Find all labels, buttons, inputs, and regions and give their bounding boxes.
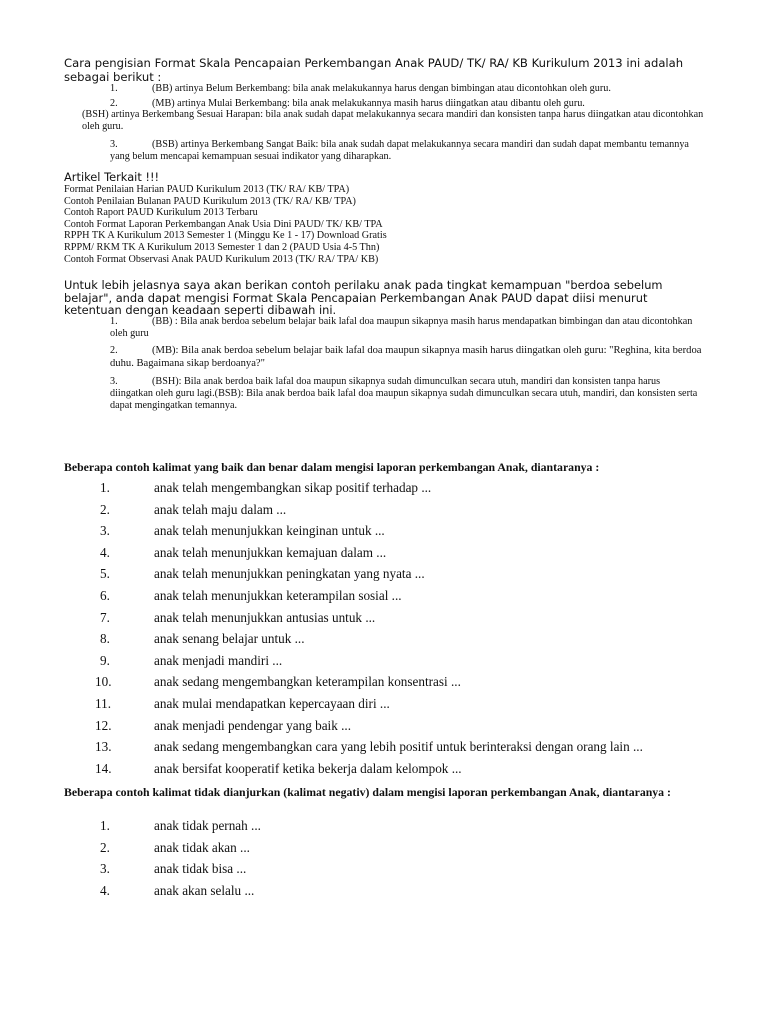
list-item: 13. anak sedang mengembangkan cara yang lebih positif untuk berinteraksi dengan orang lain ...	[95, 739, 643, 755]
good-examples-heading: Beberapa contoh kalimat yang baik dan benar dalam mengisi laporan perkembangan Anak, diantaranya :	[64, 460, 600, 474]
related-link[interactable]: Contoh Raport PAUD Kurikulum 2013 Terbaru	[64, 207, 258, 219]
intro-item: (BSH) artinya Berkembang Sesuai Harapan: bila anak sudah dapat melakukannya secara mandiri dan konsisten tanpa harus diingatkan atau dicontohkan oleh guru.	[82, 109, 704, 132]
related-heading: Artikel Terkait !!!	[64, 170, 160, 184]
related-link[interactable]: Contoh Format Laporan Perkembangan Anak Usia Dini PAUD/ TK/ KB/ TPA	[64, 218, 383, 230]
explanation-text: Untuk lebih jelasnya saya akan berikan contoh perilaku anak pada tingkat kemampuan "berdoa sebelum belajar", anda dapat mengisi Format Skala Pencapaian Perkembangan Anak PAUD dapat diisi menurut ketentuan dengan keadaan seperti dibawah ini.	[64, 278, 663, 318]
list-item: 6. anak telah menunjukkan keterampilan sosial ...	[100, 587, 402, 603]
bad-examples-list	[64, 815, 704, 901]
list-item: 3. anak telah menunjukkan keinginan untuk ...	[100, 523, 385, 539]
intro-items	[64, 83, 704, 163]
list-item: 10. anak sedang mengembangkan keterampilan konsentrasi ...	[95, 674, 461, 690]
list-item: 12. anak menjadi pendengar yang baik ...	[95, 717, 352, 733]
list-item: 9. anak menjadi mandiri ...	[100, 652, 283, 668]
list-item: 7. anak telah menunjukkan antusias untuk ...	[100, 609, 376, 625]
intro-item: 3. (BSB) artinya Berkembang Sangat Baik: bila anak sudah dapat melakukannya secara mandiri dan sudah dapat membantu temannya yang belum mencapai kemampuan sesuai indikator yang diharapkan.	[110, 139, 689, 162]
list-item: 1. anak tidak pernah ...	[100, 818, 261, 833]
intro-item: 1. (BB) artinya Belum Berkembang: bila anak melakukannya harus dengan bimbingan atau dicontohkan oleh guru.	[110, 83, 611, 94]
related-link[interactable]: Format Penilaian Harian PAUD Kurikulum 2013 (TK/ RA/ KB/ TPA)	[64, 184, 350, 195]
list-item: 11. anak mulai mendapatkan kepercayaan diri ...	[95, 695, 390, 711]
related-link[interactable]: Contoh Format Observasi Anak PAUD Kurikulum 2013 (TK/ RA/ TPA/ KB)	[64, 253, 379, 265]
related-link[interactable]: RPPM/ RKM TK A Kurikulum 2013 Semester 1 dan 2 (PAUD Usia 4-5 Thn)	[64, 241, 380, 253]
explanation-item: 2. (MB): Bila anak berdoa sebelum belajar baik lafal doa maupun sikapnya masih harus diingatkan oleh guru: "Reghina, kita berdoa duhu. Bagaimana sikap berdoanya?"	[110, 345, 702, 369]
intro-section	[64, 56, 704, 84]
list-item: 2. anak telah maju dalam ...	[100, 501, 287, 517]
explanation-item: 1. (BB) : Bila anak berdoa sebelum belajar baik lafal doa maupun sikapnya masih harus mendapatkan bimbingan dan atau dicontohkan oleh guru	[110, 316, 693, 339]
list-item: 3. anak tidak bisa ...	[100, 861, 247, 877]
related-link[interactable]: Contoh Penilaian Bulanan PAUD Kurikulum 2013 (TK/ RA/ KB/ TPA)	[64, 195, 356, 207]
list-item: 1. anak telah mengembangkan sikap positif terhadap ...	[100, 480, 432, 495]
list-item: 2. anak tidak akan ...	[100, 839, 250, 855]
related-links	[64, 184, 704, 265]
related-link[interactable]: RPPH TK A Kurikulum 2013 Semester 1 (Minggu Ke 1 - 17) Download Gratis	[64, 230, 387, 242]
explanation-items	[64, 316, 704, 411]
list-item: 14. anak bersifat kooperatif ketika bekerja dalam kelompok ...	[95, 760, 462, 776]
list-item: 5. anak telah menunjukkan peningkatan yang nyata ...	[100, 566, 425, 582]
list-item: 4. anak telah menunjukkan kemajuan dalam ...	[100, 544, 387, 560]
explanation-item: 3. (BSH): Bila anak berdoa baik lafal doa maupun sikapnya sudah dimunculkan secara utuh, mandiri dan konsisten tanpa harus diingatkan oleh guru lagi.(BSB): Bila anak berdoa baik lafal doa maupun sikapnya sudah dimunculkan secara utuh, mandiri, dan konsisten serta dapat mengingatkan temannya.	[110, 376, 698, 411]
list-item: 4. anak akan selalu ...	[100, 882, 255, 898]
list-item: 8. anak senang belajar untuk ...	[100, 631, 305, 647]
intro-item: 2. (MB) artinya Mulai Berkembang: bila anak melakukannya masih harus diingatkan atau dibantu oleh guru.	[110, 97, 585, 109]
related-articles	[64, 170, 704, 265]
good-examples-list	[64, 477, 704, 779]
bad-examples-heading: Beberapa contoh kalimat tidak dianjurkan (kalimat negativ) dalam mengisi laporan perkembangan Anak, diantaranya :	[64, 785, 671, 799]
intro-text: Cara pengisian Format Skala Pencapaian Perkembangan Anak PAUD/ TK/ RA/ KB Kurikulum 2013 ini adalah sebagai berikut :	[64, 56, 684, 84]
